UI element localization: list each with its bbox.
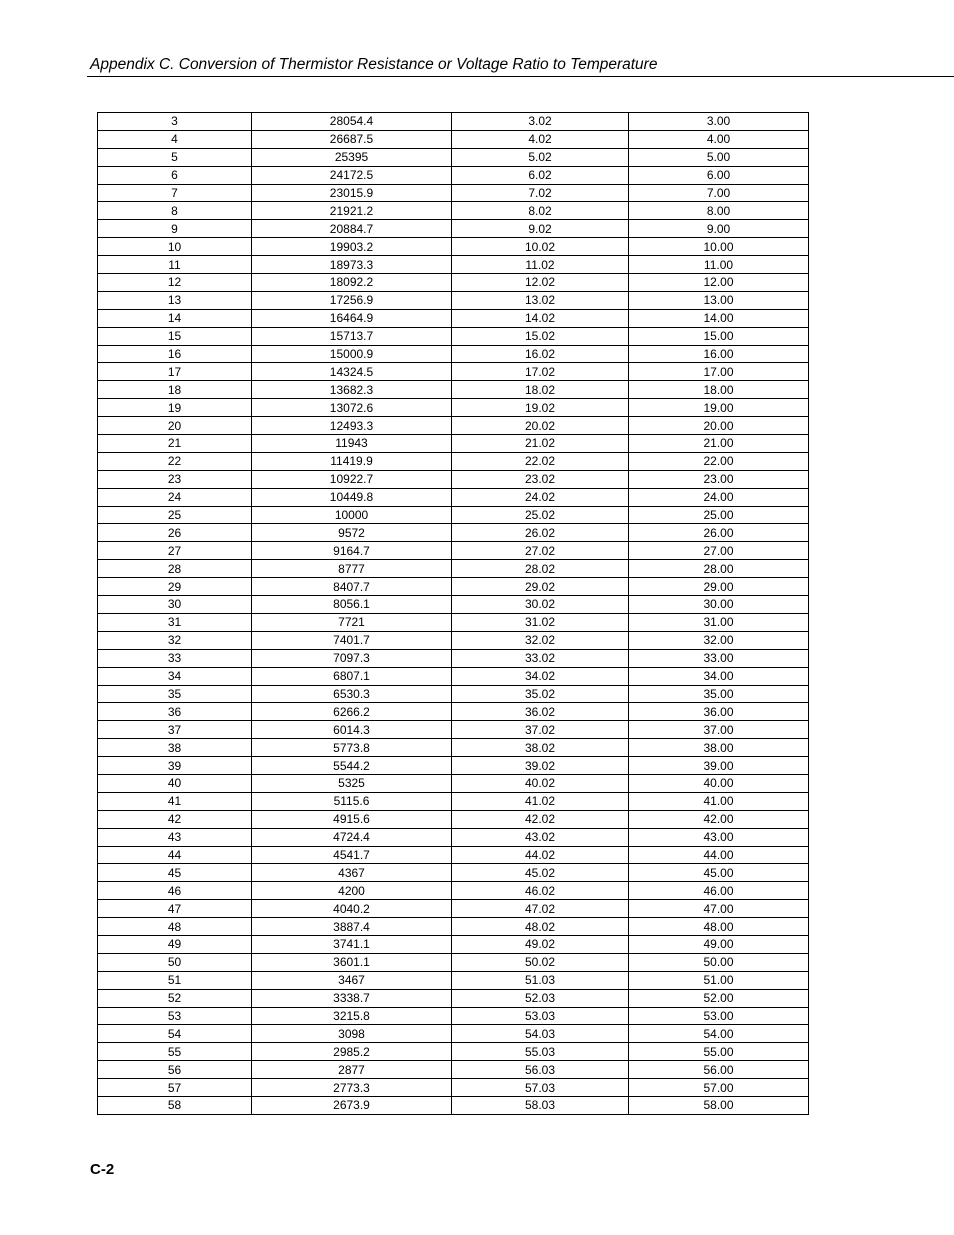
resistance-cell: 3215.8: [252, 1007, 452, 1025]
resistance-cell: 7097.3: [252, 649, 452, 667]
resistance-cell: 15713.7: [252, 327, 452, 345]
resistance-cell: 3887.4: [252, 918, 452, 936]
reference-temperature-cell: 47.00: [629, 900, 809, 918]
table-row: [98, 1007, 809, 1025]
table-row: [98, 417, 809, 435]
table-row: [98, 309, 809, 327]
temperature-cell: 10: [98, 238, 252, 256]
temperature-cell: 33: [98, 649, 252, 667]
computed-temperature-cell: 56.03: [452, 1061, 629, 1079]
resistance-cell: 6530.3: [252, 685, 452, 703]
resistance-cell: 6807.1: [252, 667, 452, 685]
resistance-cell: 14324.5: [252, 363, 452, 381]
computed-temperature-cell: 8.02: [452, 202, 629, 220]
resistance-cell: 2985.2: [252, 1043, 452, 1061]
reference-temperature-cell: 11.00: [629, 256, 809, 274]
resistance-cell: 12493.3: [252, 417, 452, 435]
temperature-cell: 4: [98, 130, 252, 148]
temperature-cell: 24: [98, 488, 252, 506]
computed-temperature-cell: 11.02: [452, 256, 629, 274]
computed-temperature-cell: 17.02: [452, 363, 629, 381]
reference-temperature-cell: 38.00: [629, 739, 809, 757]
table-body: [98, 113, 809, 1115]
table-row: [98, 291, 809, 309]
reference-temperature-cell: 9.00: [629, 220, 809, 238]
reference-temperature-cell: 6.00: [629, 166, 809, 184]
resistance-cell: 2773.3: [252, 1079, 452, 1097]
table-row: [98, 882, 809, 900]
resistance-cell: 8407.7: [252, 578, 452, 596]
reference-temperature-cell: 55.00: [629, 1043, 809, 1061]
computed-temperature-cell: 29.02: [452, 578, 629, 596]
temperature-cell: 8: [98, 202, 252, 220]
resistance-cell: 3338.7: [252, 989, 452, 1007]
resistance-cell: 15000.9: [252, 345, 452, 363]
table-row: [98, 935, 809, 953]
table-row: [98, 327, 809, 345]
resistance-cell: 3467: [252, 971, 452, 989]
resistance-cell: 3601.1: [252, 953, 452, 971]
temperature-cell: 31: [98, 613, 252, 631]
temperature-cell: 57: [98, 1079, 252, 1097]
table-row: [98, 953, 809, 971]
temperature-cell: 45: [98, 864, 252, 882]
computed-temperature-cell: 52.03: [452, 989, 629, 1007]
resistance-cell: 5325: [252, 774, 452, 792]
reference-temperature-cell: 21.00: [629, 435, 809, 453]
reference-temperature-cell: 19.00: [629, 399, 809, 417]
table-row: [98, 363, 809, 381]
temperature-cell: 50: [98, 953, 252, 971]
table-row: [98, 184, 809, 202]
header-divider: [87, 76, 954, 77]
resistance-cell: 5773.8: [252, 739, 452, 757]
resistance-cell: 4200: [252, 882, 452, 900]
table-row: [98, 739, 809, 757]
table-row: [98, 1079, 809, 1097]
reference-temperature-cell: 16.00: [629, 345, 809, 363]
reference-temperature-cell: 18.00: [629, 381, 809, 399]
resistance-cell: 4367: [252, 864, 452, 882]
table-row: [98, 399, 809, 417]
computed-temperature-cell: 12.02: [452, 274, 629, 292]
table-row: [98, 828, 809, 846]
temperature-cell: 54: [98, 1025, 252, 1043]
temperature-cell: 30: [98, 596, 252, 614]
reference-temperature-cell: 33.00: [629, 649, 809, 667]
table-row: [98, 256, 809, 274]
computed-temperature-cell: 20.02: [452, 417, 629, 435]
reference-temperature-cell: 28.00: [629, 560, 809, 578]
resistance-cell: 16464.9: [252, 309, 452, 327]
table-row: [98, 130, 809, 148]
resistance-cell: 13682.3: [252, 381, 452, 399]
reference-temperature-cell: 3.00: [629, 113, 809, 131]
temperature-cell: 53: [98, 1007, 252, 1025]
table-row: [98, 542, 809, 560]
temperature-cell: 17: [98, 363, 252, 381]
table-row: [98, 757, 809, 775]
reference-temperature-cell: 29.00: [629, 578, 809, 596]
reference-temperature-cell: 23.00: [629, 470, 809, 488]
temperature-cell: 29: [98, 578, 252, 596]
computed-temperature-cell: 53.03: [452, 1007, 629, 1025]
reference-temperature-cell: 20.00: [629, 417, 809, 435]
reference-temperature-cell: 34.00: [629, 667, 809, 685]
resistance-cell: 10000: [252, 506, 452, 524]
reference-temperature-cell: 10.00: [629, 238, 809, 256]
table-row: [98, 864, 809, 882]
computed-temperature-cell: 49.02: [452, 935, 629, 953]
temperature-cell: 16: [98, 345, 252, 363]
temperature-cell: 36: [98, 703, 252, 721]
computed-temperature-cell: 16.02: [452, 345, 629, 363]
computed-temperature-cell: 58.03: [452, 1096, 629, 1114]
reference-temperature-cell: 14.00: [629, 309, 809, 327]
computed-temperature-cell: 19.02: [452, 399, 629, 417]
table-row: [98, 220, 809, 238]
table-row: [98, 792, 809, 810]
temperature-cell: 55: [98, 1043, 252, 1061]
table-row: [98, 810, 809, 828]
temperature-cell: 7: [98, 184, 252, 202]
computed-temperature-cell: 35.02: [452, 685, 629, 703]
temperature-cell: 56: [98, 1061, 252, 1079]
table-row: [98, 774, 809, 792]
resistance-cell: 20884.7: [252, 220, 452, 238]
temperature-cell: 58: [98, 1096, 252, 1114]
temperature-cell: 19: [98, 399, 252, 417]
table-row: [98, 971, 809, 989]
temperature-cell: 41: [98, 792, 252, 810]
computed-temperature-cell: 45.02: [452, 864, 629, 882]
table-row: [98, 435, 809, 453]
computed-temperature-cell: 47.02: [452, 900, 629, 918]
computed-temperature-cell: 44.02: [452, 846, 629, 864]
table-row: [98, 1096, 809, 1114]
computed-temperature-cell: 27.02: [452, 542, 629, 560]
resistance-cell: 6014.3: [252, 721, 452, 739]
computed-temperature-cell: 13.02: [452, 291, 629, 309]
reference-temperature-cell: 53.00: [629, 1007, 809, 1025]
computed-temperature-cell: 26.02: [452, 524, 629, 542]
reference-temperature-cell: 40.00: [629, 774, 809, 792]
reference-temperature-cell: 54.00: [629, 1025, 809, 1043]
reference-temperature-cell: 24.00: [629, 488, 809, 506]
reference-temperature-cell: 8.00: [629, 202, 809, 220]
reference-temperature-cell: 13.00: [629, 291, 809, 309]
reference-temperature-cell: 45.00: [629, 864, 809, 882]
table-row: [98, 1025, 809, 1043]
resistance-cell: 19903.2: [252, 238, 452, 256]
resistance-cell: 4541.7: [252, 846, 452, 864]
table-row: [98, 578, 809, 596]
temperature-cell: 21: [98, 435, 252, 453]
resistance-cell: 8056.1: [252, 596, 452, 614]
reference-temperature-cell: 44.00: [629, 846, 809, 864]
reference-temperature-cell: 5.00: [629, 148, 809, 166]
reference-temperature-cell: 30.00: [629, 596, 809, 614]
resistance-cell: 9164.7: [252, 542, 452, 560]
resistance-cell: 17256.9: [252, 291, 452, 309]
computed-temperature-cell: 31.02: [452, 613, 629, 631]
computed-temperature-cell: 9.02: [452, 220, 629, 238]
temperature-cell: 43: [98, 828, 252, 846]
resistance-cell: 3098: [252, 1025, 452, 1043]
computed-temperature-cell: 36.02: [452, 703, 629, 721]
table-row: [98, 1061, 809, 1079]
temperature-cell: 25: [98, 506, 252, 524]
table-row: [98, 274, 809, 292]
computed-temperature-cell: 7.02: [452, 184, 629, 202]
temperature-cell: 44: [98, 846, 252, 864]
resistance-cell: 13072.6: [252, 399, 452, 417]
table-row: [98, 649, 809, 667]
computed-temperature-cell: 57.03: [452, 1079, 629, 1097]
table-row: [98, 166, 809, 184]
computed-temperature-cell: 54.03: [452, 1025, 629, 1043]
temperature-cell: 40: [98, 774, 252, 792]
computed-temperature-cell: 21.02: [452, 435, 629, 453]
computed-temperature-cell: 28.02: [452, 560, 629, 578]
temperature-cell: 52: [98, 989, 252, 1007]
page-number: C-2: [90, 1161, 115, 1178]
temperature-cell: 11: [98, 256, 252, 274]
reference-temperature-cell: 41.00: [629, 792, 809, 810]
computed-temperature-cell: 18.02: [452, 381, 629, 399]
computed-temperature-cell: 32.02: [452, 631, 629, 649]
temperature-cell: 49: [98, 935, 252, 953]
computed-temperature-cell: 24.02: [452, 488, 629, 506]
table-row: [98, 631, 809, 649]
reference-temperature-cell: 15.00: [629, 327, 809, 345]
reference-temperature-cell: 27.00: [629, 542, 809, 560]
reference-temperature-cell: 31.00: [629, 613, 809, 631]
computed-temperature-cell: 4.02: [452, 130, 629, 148]
reference-temperature-cell: 4.00: [629, 130, 809, 148]
computed-temperature-cell: 40.02: [452, 774, 629, 792]
computed-temperature-cell: 48.02: [452, 918, 629, 936]
table-row: [98, 238, 809, 256]
temperature-cell: 51: [98, 971, 252, 989]
computed-temperature-cell: 50.02: [452, 953, 629, 971]
resistance-cell: 28054.4: [252, 113, 452, 131]
temperature-cell: 28: [98, 560, 252, 578]
reference-temperature-cell: 26.00: [629, 524, 809, 542]
temperature-cell: 6: [98, 166, 252, 184]
computed-temperature-cell: 42.02: [452, 810, 629, 828]
reference-temperature-cell: 25.00: [629, 506, 809, 524]
table-row: [98, 345, 809, 363]
reference-temperature-cell: 56.00: [629, 1061, 809, 1079]
resistance-cell: 7721: [252, 613, 452, 631]
table-row: [98, 470, 809, 488]
table-row: [98, 613, 809, 631]
table-row: [98, 560, 809, 578]
resistance-cell: 11943: [252, 435, 452, 453]
resistance-cell: 23015.9: [252, 184, 452, 202]
temperature-cell: 32: [98, 631, 252, 649]
computed-temperature-cell: 33.02: [452, 649, 629, 667]
computed-temperature-cell: 46.02: [452, 882, 629, 900]
reference-temperature-cell: 12.00: [629, 274, 809, 292]
resistance-cell: 4915.6: [252, 810, 452, 828]
computed-temperature-cell: 38.02: [452, 739, 629, 757]
temperature-cell: 12: [98, 274, 252, 292]
table-row: [98, 113, 809, 131]
reference-temperature-cell: 51.00: [629, 971, 809, 989]
computed-temperature-cell: 6.02: [452, 166, 629, 184]
table-row: [98, 596, 809, 614]
reference-temperature-cell: 17.00: [629, 363, 809, 381]
table-row: [98, 667, 809, 685]
computed-temperature-cell: 14.02: [452, 309, 629, 327]
computed-temperature-cell: 34.02: [452, 667, 629, 685]
computed-temperature-cell: 22.02: [452, 452, 629, 470]
computed-temperature-cell: 41.02: [452, 792, 629, 810]
temperature-cell: 38: [98, 739, 252, 757]
temperature-cell: 22: [98, 452, 252, 470]
resistance-cell: 11419.9: [252, 452, 452, 470]
table-row: [98, 846, 809, 864]
resistance-cell: 2877: [252, 1061, 452, 1079]
reference-temperature-cell: 42.00: [629, 810, 809, 828]
temperature-cell: 5: [98, 148, 252, 166]
temperature-cell: 42: [98, 810, 252, 828]
resistance-cell: 9572: [252, 524, 452, 542]
temperature-cell: 35: [98, 685, 252, 703]
reference-temperature-cell: 37.00: [629, 721, 809, 739]
table-row: [98, 524, 809, 542]
reference-temperature-cell: 46.00: [629, 882, 809, 900]
table-row: [98, 452, 809, 470]
computed-temperature-cell: 43.02: [452, 828, 629, 846]
table-row: [98, 918, 809, 936]
resistance-cell: 18092.2: [252, 274, 452, 292]
table-row: [98, 989, 809, 1007]
resistance-cell: 7401.7: [252, 631, 452, 649]
reference-temperature-cell: 35.00: [629, 685, 809, 703]
resistance-cell: 10449.8: [252, 488, 452, 506]
reference-temperature-cell: 39.00: [629, 757, 809, 775]
thermistor-conversion-table: [97, 112, 809, 1115]
reference-temperature-cell: 22.00: [629, 452, 809, 470]
temperature-cell: 39: [98, 757, 252, 775]
table-row: [98, 381, 809, 399]
resistance-cell: 3741.1: [252, 935, 452, 953]
table-row: [98, 721, 809, 739]
temperature-cell: 48: [98, 918, 252, 936]
resistance-cell: 21921.2: [252, 202, 452, 220]
table-row: [98, 703, 809, 721]
resistance-cell: 10922.7: [252, 470, 452, 488]
page-header-title: Appendix C. Conversion of Thermistor Resistance or Voltage Ratio to Temperature: [90, 56, 658, 73]
reference-temperature-cell: 32.00: [629, 631, 809, 649]
temperature-cell: 20: [98, 417, 252, 435]
reference-temperature-cell: 52.00: [629, 989, 809, 1007]
table-row: [98, 488, 809, 506]
temperature-cell: 18: [98, 381, 252, 399]
computed-temperature-cell: 37.02: [452, 721, 629, 739]
reference-temperature-cell: 48.00: [629, 918, 809, 936]
computed-temperature-cell: 15.02: [452, 327, 629, 345]
temperature-cell: 13: [98, 291, 252, 309]
resistance-cell: 26687.5: [252, 130, 452, 148]
resistance-cell: 2673.9: [252, 1096, 452, 1114]
temperature-cell: 27: [98, 542, 252, 560]
resistance-cell: 5544.2: [252, 757, 452, 775]
resistance-cell: 4040.2: [252, 900, 452, 918]
reference-temperature-cell: 7.00: [629, 184, 809, 202]
reference-temperature-cell: 49.00: [629, 935, 809, 953]
computed-temperature-cell: 25.02: [452, 506, 629, 524]
computed-temperature-cell: 30.02: [452, 596, 629, 614]
computed-temperature-cell: 3.02: [452, 113, 629, 131]
temperature-cell: 46: [98, 882, 252, 900]
resistance-cell: 4724.4: [252, 828, 452, 846]
temperature-cell: 34: [98, 667, 252, 685]
table-row: [98, 202, 809, 220]
temperature-cell: 23: [98, 470, 252, 488]
reference-temperature-cell: 36.00: [629, 703, 809, 721]
table-row: [98, 506, 809, 524]
resistance-cell: 25395: [252, 148, 452, 166]
table-row: [98, 900, 809, 918]
computed-temperature-cell: 51.03: [452, 971, 629, 989]
resistance-cell: 6266.2: [252, 703, 452, 721]
reference-temperature-cell: 43.00: [629, 828, 809, 846]
resistance-cell: 18973.3: [252, 256, 452, 274]
temperature-cell: 3: [98, 113, 252, 131]
reference-temperature-cell: 57.00: [629, 1079, 809, 1097]
table-row: [98, 685, 809, 703]
table-row: [98, 148, 809, 166]
computed-temperature-cell: 55.03: [452, 1043, 629, 1061]
temperature-cell: 47: [98, 900, 252, 918]
table-row: [98, 1043, 809, 1061]
computed-temperature-cell: 5.02: [452, 148, 629, 166]
computed-temperature-cell: 10.02: [452, 238, 629, 256]
temperature-cell: 15: [98, 327, 252, 345]
temperature-cell: 37: [98, 721, 252, 739]
computed-temperature-cell: 39.02: [452, 757, 629, 775]
reference-temperature-cell: 50.00: [629, 953, 809, 971]
resistance-cell: 8777: [252, 560, 452, 578]
reference-temperature-cell: 58.00: [629, 1096, 809, 1114]
resistance-cell: 24172.5: [252, 166, 452, 184]
temperature-cell: 14: [98, 309, 252, 327]
resistance-cell: 5115.6: [252, 792, 452, 810]
temperature-cell: 26: [98, 524, 252, 542]
computed-temperature-cell: 23.02: [452, 470, 629, 488]
temperature-cell: 9: [98, 220, 252, 238]
